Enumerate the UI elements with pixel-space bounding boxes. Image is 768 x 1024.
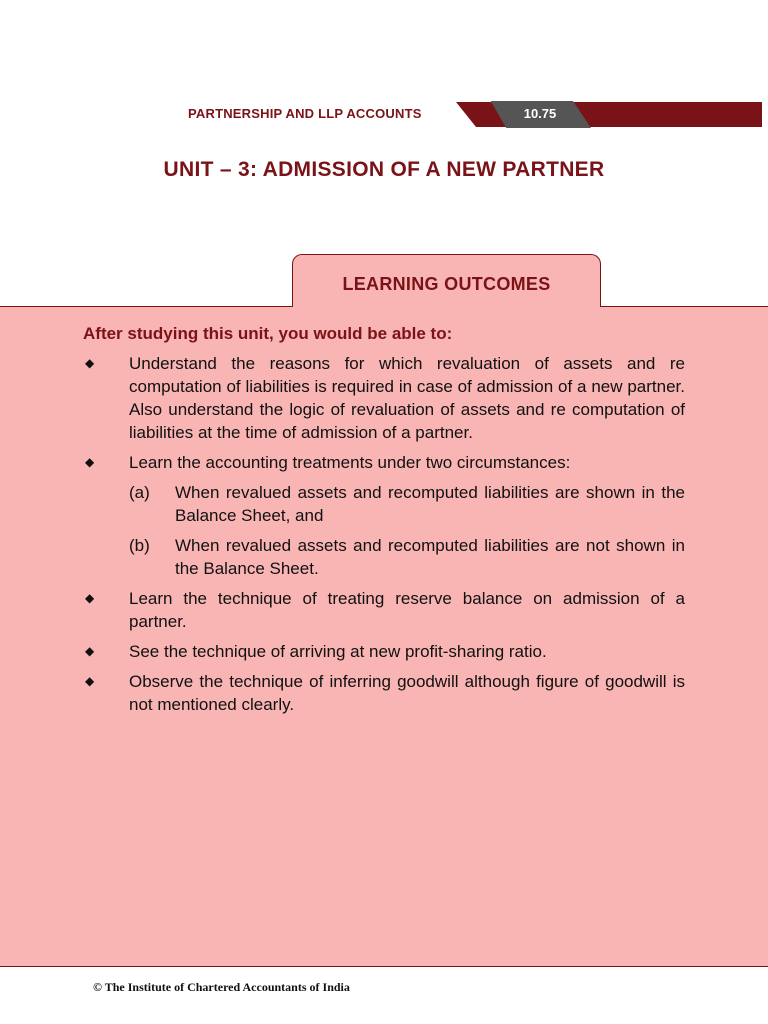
diamond-bullet-icon: ◆: [85, 455, 95, 469]
sub-list-text: When revalued assets and recomputed liabilities are not shown in the Balance Sheet.: [175, 536, 685, 578]
sub-list-item: [129, 534, 685, 580]
sub-list-item: [129, 481, 685, 527]
learning-outcomes-intro: After studying this unit, you would be able to:: [83, 324, 453, 343]
diamond-bullet-icon: ◆: [85, 674, 95, 688]
list-item-text: Understand the reasons for which revaluation of assets and re computation of liabilities is required in case of admission of a new partner. Also understand the logic of revaluation of assets and re computation of liabilities at the time of admission of a partner.: [129, 354, 685, 442]
sub-list-label: (a): [129, 483, 150, 502]
sub-list-text: When revalued assets and recomputed liabilities are shown in the Balance Sheet, and: [175, 483, 685, 525]
unit-title: UNIT – 3: ADMISSION OF A NEW PARTNER: [163, 158, 605, 181]
diamond-bullet-icon: ◆: [85, 644, 95, 658]
list-item-text: Observe the technique of inferring goodwill although figure of goodwill is not mentioned clearly.: [129, 672, 685, 714]
sub-list-label: (b): [129, 536, 150, 555]
footer-copyright: © The Institute of Chartered Accountants of India: [93, 980, 350, 994]
list-item: [0, 451, 685, 580]
list-item-text: Learn the technique of treating reserve balance on admission of a partner.: [129, 589, 685, 631]
list-item: [0, 352, 685, 444]
learning-outcomes-list: [0, 352, 768, 723]
learning-outcomes-heading: LEARNING OUTCOMES: [292, 254, 601, 307]
diamond-bullet-icon: ◆: [85, 356, 95, 370]
list-item: [0, 587, 685, 633]
list-item-text: See the technique of arriving at new profit-sharing ratio.: [129, 642, 547, 661]
list-item: [0, 670, 685, 716]
diamond-bullet-icon: ◆: [85, 591, 95, 605]
list-item-text: Learn the accounting treatments under two circumstances:: [129, 453, 571, 472]
page-number: 10.75: [523, 106, 557, 121]
header-ribbon: [456, 101, 762, 128]
running-header-title: PARTNERSHIP AND LLP ACCOUNTS: [188, 106, 422, 121]
list-item: [0, 640, 685, 663]
